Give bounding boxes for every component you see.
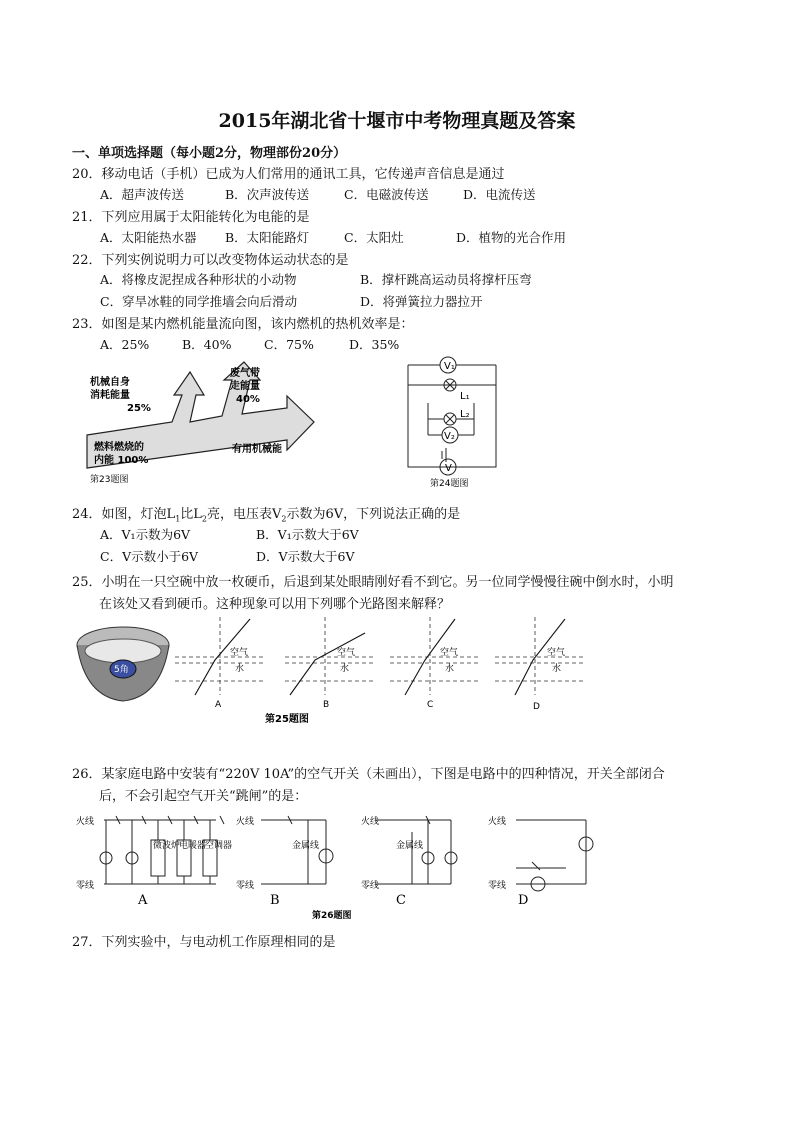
- light-path-figures: [75, 615, 595, 725]
- q23-option-c: C．75%: [264, 337, 314, 352]
- self-loss-percent: 25%: [127, 403, 151, 414]
- fig26a-fire-wire: 火线: [76, 817, 95, 827]
- lamp-l1-label: L₁: [460, 391, 470, 402]
- q20-option-c: C．电磁波传送: [344, 187, 429, 202]
- circuit-diagram-24: [400, 355, 510, 490]
- fig26d-fire-wire: 火线: [488, 817, 507, 827]
- q21-option-a: A．太阳能热水器: [100, 230, 197, 245]
- q24-stem-part1: 24．如图，灯泡L: [72, 507, 176, 522]
- fig25c-air: 空气: [440, 648, 459, 658]
- q22-option-a: A．将橡皮泥捏成各种形状的小动物: [100, 272, 297, 287]
- fig26c-metal-wire: 金属线: [396, 841, 424, 851]
- fig26-label-a: A: [138, 893, 148, 908]
- useful-energy-label: 有用机械能: [232, 444, 282, 455]
- fig26b-neutral-wire: 零线: [236, 881, 255, 891]
- q20-option-d: D．电流传送: [463, 187, 536, 202]
- fig25a-air: 空气: [230, 648, 249, 658]
- fig26a-microwave: 微波炉: [153, 841, 181, 851]
- fuel-label-1: 燃料燃烧的: [94, 442, 144, 453]
- question-21-stem: 21．下列应用属于太阳能转化为电能的是: [72, 210, 310, 225]
- q24-option-c: C．V示数小于6V: [100, 549, 199, 564]
- q22-option-d: D．将弹簧拉力器拉开: [360, 294, 483, 309]
- voltmeter-v1-label: V₁: [444, 361, 455, 372]
- fig26a-heater: 电暖器: [179, 841, 207, 851]
- fig25a-water: 水: [235, 664, 245, 674]
- q24-stem-sub3: 2: [281, 514, 287, 524]
- fig25c-water: 水: [445, 664, 455, 674]
- q24-option-b: B．V₁示数大于6V: [256, 527, 359, 542]
- question-23-stem: 23．如图是某内燃机能量流向图，该内燃机的热机效率是：: [72, 317, 414, 332]
- figure-25-caption: 第25题图: [265, 714, 309, 725]
- q24-stem-part2: 比L: [180, 507, 202, 522]
- question-22-stem: 22．下列实例说明力可以改变物体运动状态的是: [72, 253, 349, 268]
- q21-option-d: D．植物的光合作用: [456, 230, 567, 245]
- figure-23-caption: 第23题图: [90, 475, 129, 485]
- fig26b-fire-wire: 火线: [236, 817, 255, 827]
- fig25d-air: 空气: [547, 648, 566, 658]
- question-27-stem: 27．下列实验中，与电动机工作原理相同的是: [72, 935, 336, 950]
- fig25-label-b: B: [323, 700, 330, 710]
- q24-stem-part3: 亮，电压表V: [207, 507, 282, 522]
- fig26-label-b: B: [270, 893, 280, 908]
- question-20-stem: 20．移动电话（手机）已成为人们常用的通讯工具，它传递声音信息是通过: [72, 167, 505, 182]
- coin-label: 5角: [114, 665, 129, 675]
- q23-option-a: A．25%: [100, 337, 150, 352]
- fig25-label-c: C: [427, 700, 434, 710]
- fig26-label-c: C: [396, 893, 406, 908]
- question-25-line1: 25．小明在一只空碗中放一枚硬币，后退到某处眼睛刚好看不到它。另一位同学慢慢往碗中倒水时，小明: [72, 575, 674, 590]
- fig26c-neutral-wire: 零线: [361, 881, 380, 891]
- fig26c-fire-wire: 火线: [361, 817, 380, 827]
- question-24-stem: [72, 503, 460, 524]
- question-26-line2: 后，不会引起空气开关“跳闸”的是：: [99, 789, 308, 804]
- fig26-label-d: D: [518, 893, 529, 908]
- fig25b-air: 空气: [337, 648, 356, 658]
- fuel-label-2: 内能 100%: [94, 455, 149, 466]
- q21-option-c: C．太阳灶: [344, 230, 404, 245]
- fig25-label-d: D: [533, 702, 540, 712]
- figure-24-caption: 第24题图: [430, 479, 469, 489]
- exhaust-percent: 40%: [236, 394, 260, 405]
- q24-option-d: D．V示数大于6V: [256, 549, 355, 564]
- q22-option-b: B．撑杆跳高运动员将撑杆压弯: [360, 272, 532, 287]
- q24-option-a: A．V₁示数为6V: [100, 527, 191, 542]
- lamp-l2-label: L₂: [460, 409, 470, 420]
- fig26a-neutral-wire: 零线: [76, 881, 95, 891]
- exhaust-label-2: 走能量: [230, 381, 260, 392]
- voltmeter-v2-label: V₂: [444, 431, 455, 442]
- household-circuit-figures: [76, 808, 616, 923]
- voltmeter-v-label: V: [445, 463, 452, 474]
- question-25-line2: 在该处又看到硬币。这种现象可以用下列哪个光路图来解释？: [99, 597, 451, 612]
- section-heading: 一、单项选择题（每小题2分，物理部份20分）: [72, 146, 347, 161]
- exhaust-label-1: 废气带: [230, 368, 260, 379]
- self-loss-label-2: 消耗能量: [90, 390, 130, 401]
- figure-26-caption: 第26题图: [312, 911, 352, 921]
- energy-flow-diagram: [82, 360, 322, 490]
- question-26-line1: 26．某家庭电路中安装有“220V 10A”的空气开关（未画出），下图是电路中的四种情况，开关全部闭合: [72, 767, 665, 782]
- fig26d-neutral-wire: 零线: [488, 881, 507, 891]
- fig26b-metal-wire: 金属线: [292, 841, 320, 851]
- q20-option-a: A．超声波传送: [100, 187, 185, 202]
- q23-option-d: D．35%: [349, 337, 400, 352]
- self-loss-label-1: 机械自身: [90, 377, 130, 388]
- fig25-label-a: A: [215, 700, 222, 710]
- q20-option-b: B．次声波传送: [225, 187, 310, 202]
- fig25b-water: 水: [340, 664, 350, 674]
- q23-option-b: B．40%: [182, 337, 232, 352]
- q21-option-b: B．太阳能路灯: [225, 230, 310, 245]
- q22-option-c: C．穿旱冰鞋的同学推墙会向后滑动: [100, 294, 298, 309]
- page-title: 2015年湖北省十堰市中考物理真题及答案: [218, 110, 576, 132]
- q24-stem-sub2: 2: [201, 514, 208, 524]
- fig25d-water: 水: [552, 664, 562, 674]
- q24-stem-part4: 示数为6V，下列说法正确的是: [286, 507, 461, 522]
- q24-stem-sub1: 1: [175, 514, 181, 524]
- fig26a-ac: 空调器: [205, 841, 233, 851]
